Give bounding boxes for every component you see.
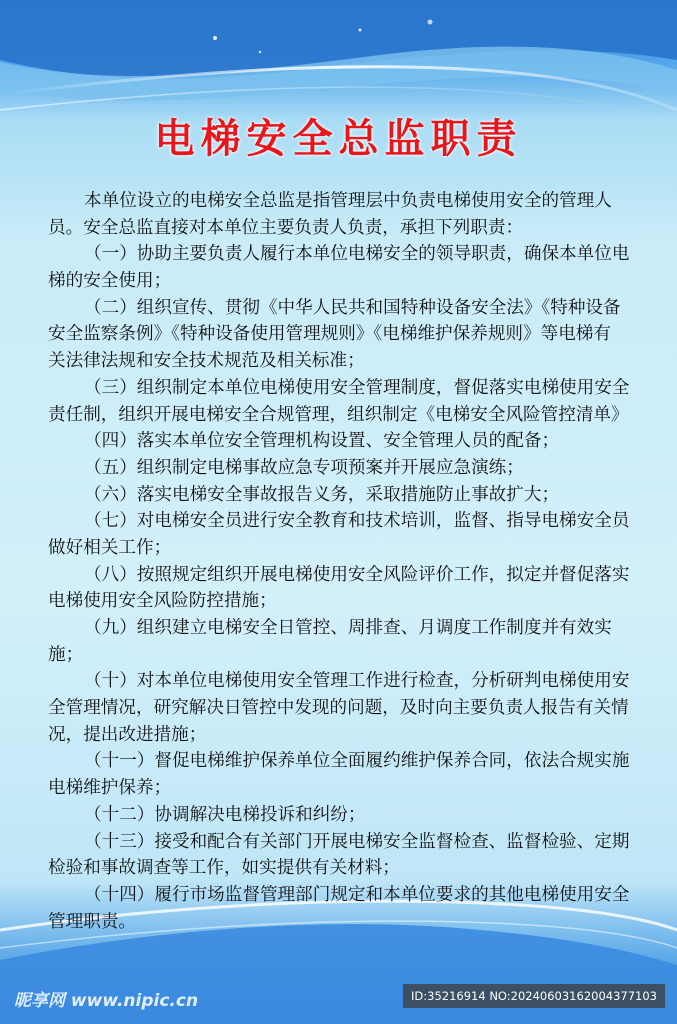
text-line: 电梯维护保养； xyxy=(48,778,172,799)
footer xyxy=(0,980,677,1016)
text-line: 做好相关工作； xyxy=(48,537,172,558)
text-line: 安全监察条例》《特种设备使用管理规则》《电梯维护保养规则》等电梯有 xyxy=(48,324,611,345)
text-line: 梯的安全使用； xyxy=(48,271,172,292)
text-line: 管理职责。 xyxy=(48,911,136,932)
text-line: （七）对电梯安全员进行安全教育和技术培训，监督、指导电梯安全员 xyxy=(84,511,630,532)
text-line: 电梯使用安全风险防控措施； xyxy=(48,591,277,612)
text-line: （四）落实本单位安全管理机构设置、安全管理人员的配备； xyxy=(84,431,560,452)
text-line: 员。安全总监直接对本单位主要负责人负责，承担下列职责： xyxy=(48,217,524,238)
text-line: （十四）履行市场监督管理部门规定和本单位要求的其他电梯使用安全 xyxy=(84,884,630,905)
text-line: 责任制，组织开展电梯安全合规管理，组织制定《电梯安全风险管控清单》 xyxy=(48,404,629,425)
text-line: （十二）协调解决电梯投诉和纠纷； xyxy=(84,804,366,825)
page-title: 电梯安全总监职责 xyxy=(154,116,523,162)
text-line: （六）落实电梯安全事故报告义务，采取措施防止事故扩大； xyxy=(84,484,560,505)
text-line: 施； xyxy=(48,644,84,665)
text-line: 全管理情况，研究解决日管控中发现的问题，及时向主要负责人报告有关情 xyxy=(48,698,629,719)
text-line: 关法律法规和安全技术规范及相关标准； xyxy=(48,351,365,372)
text-line: （八）按照规定组织开展电梯使用安全风险评价工作，拟定并督促落实 xyxy=(84,564,630,585)
text-line: （三）组织制定本单位电梯使用安全管理制度，督促落实电梯使用安全 xyxy=(84,377,630,398)
text-line: （十）对本单位电梯使用安全管理工作进行检查，分析研判电梯使用安 xyxy=(84,671,630,692)
image-id-bar: ID:35216914 NO:20240603162004377103 xyxy=(403,984,665,1008)
text-line: 本单位设立的电梯安全总监是指管理层中负责电梯使用安全的管理人 xyxy=(84,191,612,211)
text-line: （一）协助主要负责人履行本单位电梯安全的领导职责，确保本单位电 xyxy=(84,244,630,265)
text-line: （十一）督促电梯维护保养单位全面履约维护保养合同，依法合规实施 xyxy=(84,751,630,772)
text-line: （二）组织宣传、贯彻《中华人民共和国特种设备安全法》《特种设备 xyxy=(84,297,621,318)
text-line: 检验和事故调查等工作，如实提供有关材料； xyxy=(48,858,400,879)
text-line: （十三）接受和配合有关部门开展电梯安全监督检查、监督检验、定期 xyxy=(84,831,630,852)
watermark-logo: 昵享网 www.nipic.cn xyxy=(14,991,199,1011)
text-line: 况，提出改进措施； xyxy=(48,724,207,745)
duty-text-block xyxy=(48,188,628,935)
text-line: （九）组织建立电梯安全日管控、周排查、月调度工作制度并有效实 xyxy=(84,618,612,638)
text-line: （五）组织制定电梯事故应急专项预案并开展应急演练； xyxy=(84,457,524,478)
